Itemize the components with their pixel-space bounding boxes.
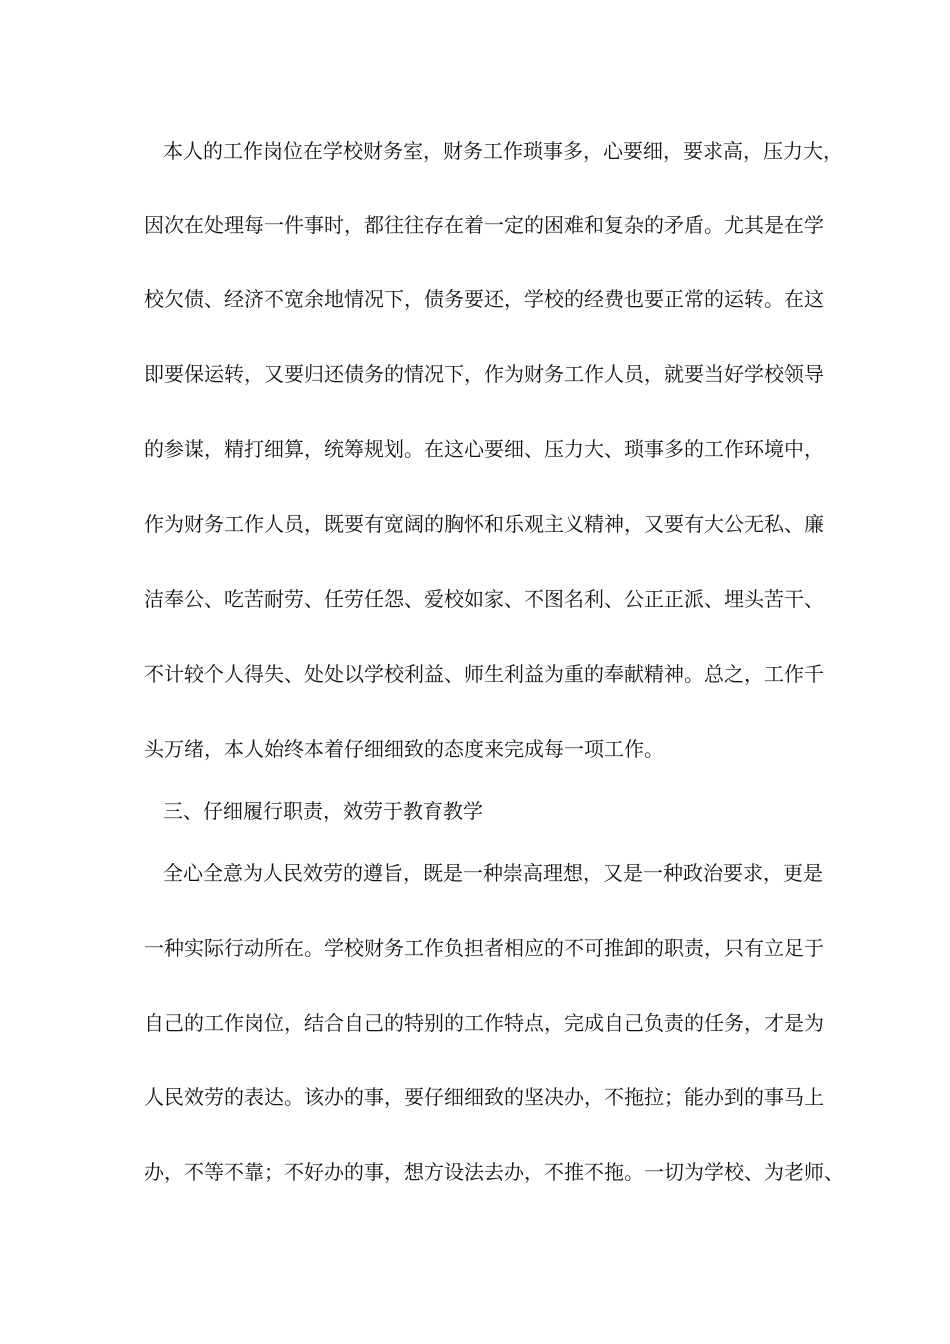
section-heading: 三、仔细履行职责，效劳于教育教学 <box>163 799 483 823</box>
paragraph-line: 人民效劳的表达。该办的事，要仔细细致的坚决办，不拖拉；能办到的事马上 <box>144 1085 824 1109</box>
paragraph-line: 自己的工作岗位，结合自己的特别的工作特点，完成自己负责的任务，才是为 <box>144 1011 824 1035</box>
paragraph-line: 作为财务工作人员，既要有宽阔的胸怀和乐观主义精神，又要有大公无私、廉 <box>144 512 824 536</box>
paragraph-line: 即要保运转，又要归还债务的情况下，作为财务工作人员，就要当好学校领导 <box>144 362 824 386</box>
paragraph-line: 本人的工作岗位在学校财务室，财务工作琐事多，心要细，要求高，压力大， <box>163 139 843 163</box>
paragraph-line: 头万绪，本人始终本着仔细细致的态度来完成每一项工作。 <box>144 737 664 761</box>
paragraph-line: 一种实际行动所在。学校财务工作负担者相应的不可推卸的职责，只有立足于 <box>144 936 824 960</box>
paragraph-line: 校欠债、经济不宽余地情况下，债务要还，学校的经费也要正常的运转。在这 <box>144 287 824 311</box>
paragraph-line: 不计较个人得失、处处以学校利益、师生利益为重的奉献精神。总之，工作千 <box>144 662 824 686</box>
paragraph-line: 全心全意为人民效劳的遵旨，既是一种崇高理想，又是一种政治要求，更是 <box>163 861 823 885</box>
paragraph-line: 办，不等不靠；不好办的事，想方设法去办，不推不拖。一切为学校、为老师、 <box>144 1160 844 1184</box>
paragraph-line: 洁奉公、吃苦耐劳、任劳任怨、爱校如家、不图名利、公正正派、埋头苦干、 <box>144 587 824 611</box>
paragraph-line: 的参谋，精打细算，统筹规划。在这心要细、压力大、琐事多的工作环境中， <box>144 437 824 461</box>
paragraph-line: 因次在处理每一件事时，都往往存在着一定的困难和复杂的矛盾。尤其是在学 <box>144 213 824 237</box>
